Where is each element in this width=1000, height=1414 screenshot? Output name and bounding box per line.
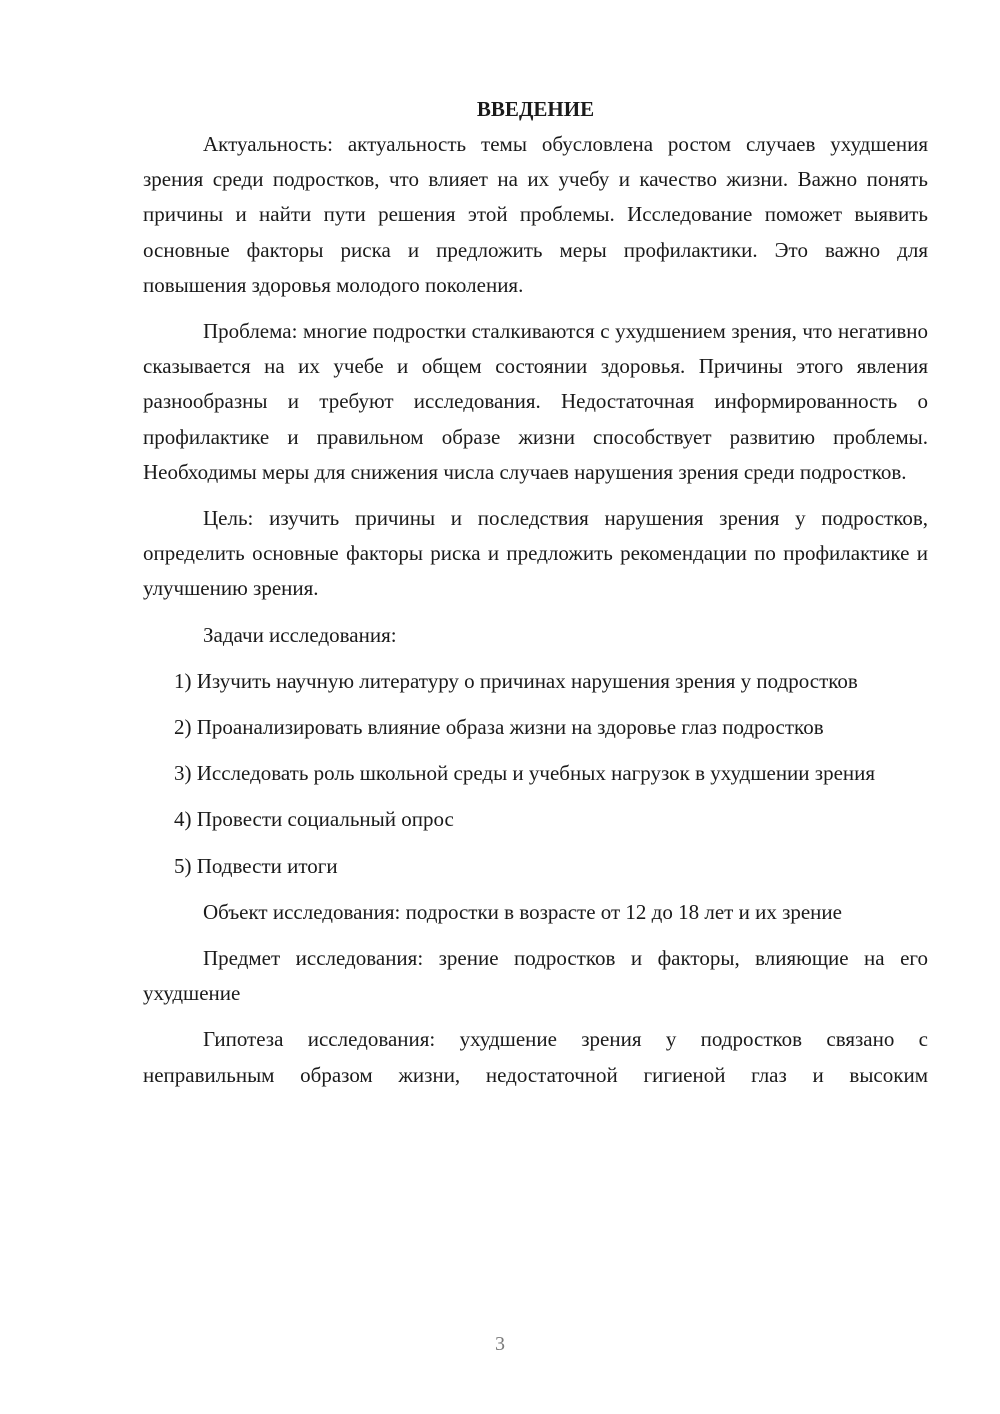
- paragraph-subject: Предмет исследования: зрение подростков и факторы, влияющие на его ухудшение: [143, 946, 928, 1006]
- paragraph-object: Объект исследования: подростки в возрасте от 12 до 18 лет и их зрение: [203, 899, 842, 924]
- paragraph-goal: Цель: изучить причины и последствия нарушения зрения у подростков, определить основные факторы риска и предложить рекомендации по профилактике и улучшению зрения.: [143, 506, 928, 601]
- paragraph-hypothesis: Гипотеза исследования: ухудшение зрения у подростков связано с неправильным образом жизни, недостаточной гигиеной глаз и высоким: [143, 1027, 928, 1087]
- task-item-2: 2) Проанализировать влияние образа жизни на здоровье глаз подростков: [174, 715, 824, 740]
- task-item-4: 4) Провести социальный опрос: [174, 807, 454, 832]
- task-item-3: 3) Исследовать роль школьной среды и учебных нагрузок в ухудшении зрения: [174, 761, 876, 786]
- document-page: [143, 92, 928, 1093]
- paragraph-problem: Проблема: многие подростки сталкиваются с ухудшением зрения, что негативно сказывается на их учебе и общем состоянии здоровья. Причины этого явления разнообразны и требуют исследования. Недостаточная информированность о профилактике и правильном образе жизни способствует развитию проблемы. Необходимы меры для снижения числа случаев нарушения зрения среди подростков.: [143, 319, 928, 484]
- tasks-title: Задачи исследования:: [203, 622, 397, 647]
- task-item-1: 1) Изучить научную литературу о причинах нарушения зрения у подростков: [174, 668, 858, 693]
- section-heading: ВВЕДЕНИЕ: [476, 97, 595, 121]
- task-item-5: 5) Подвести итоги: [174, 853, 338, 878]
- page-number: 3: [495, 1333, 505, 1355]
- paragraph-relevance: Актуальность: актуальность темы обусловлена ростом случаев ухудшения зрения среди подростков, что влияет на их учебу и качество жизни. Важно понять причины и найти пути решения этой проблемы. Исследование поможет выявить основные факторы риска и предложить меры профилактики. Это важно для повышения здоровья молодого поколения.: [143, 132, 928, 297]
